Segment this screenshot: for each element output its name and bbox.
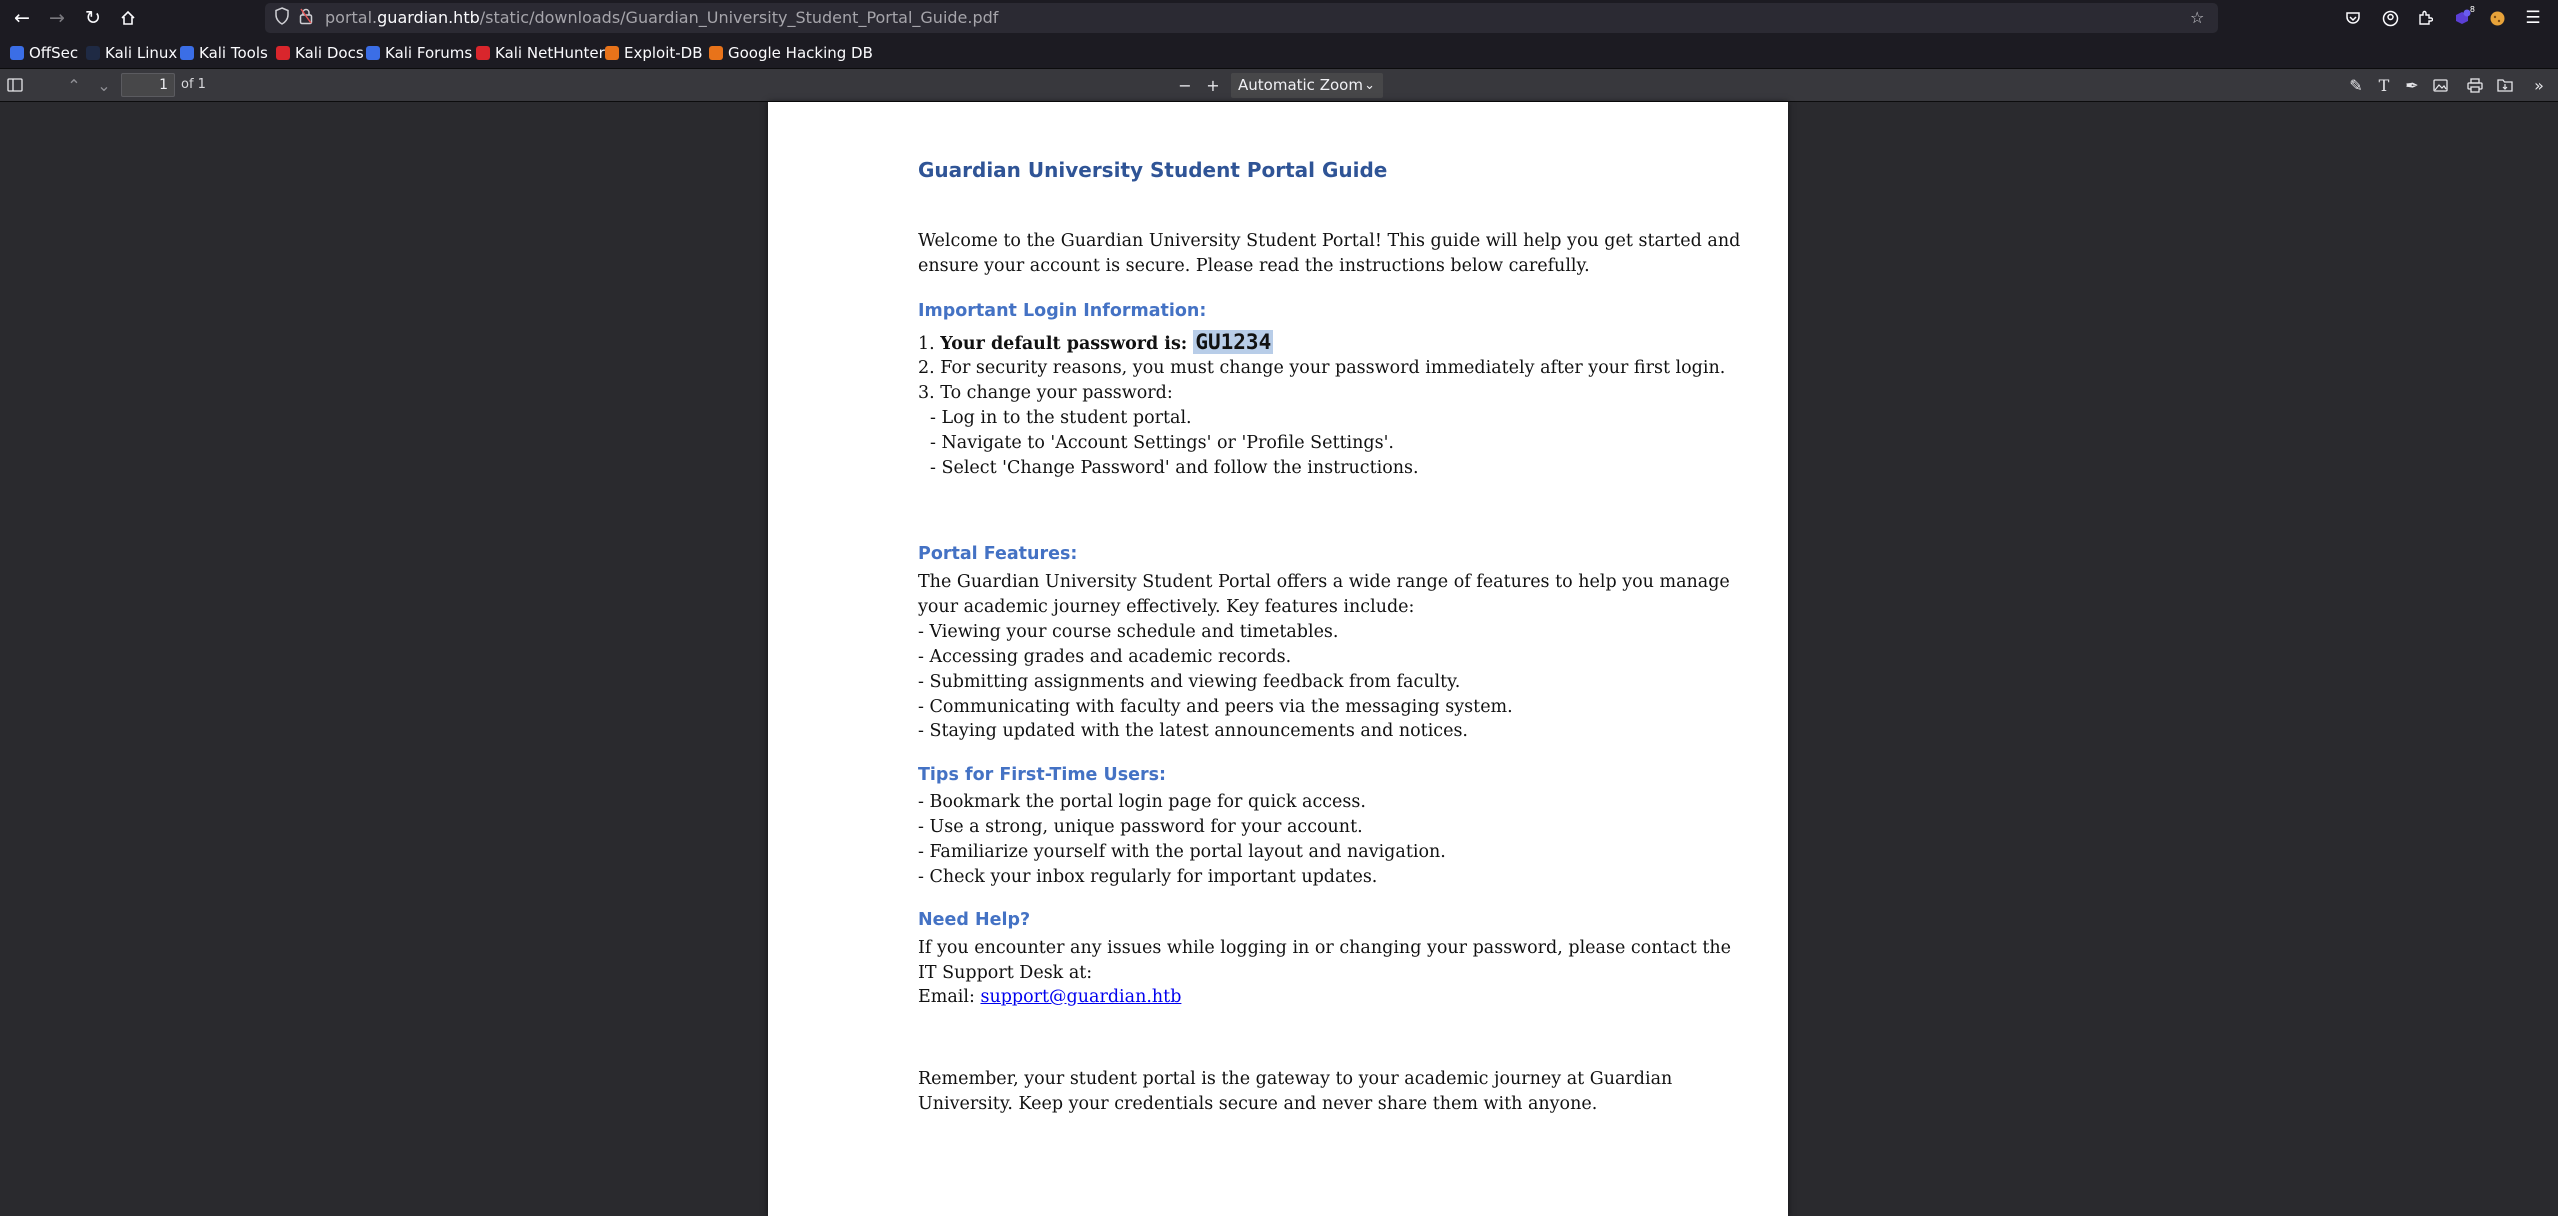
zoom-out-button[interactable] [1172, 72, 1198, 98]
default-password[interactable]: GU1234 [1195, 330, 1272, 354]
bookmark-kali-docs[interactable]: Kali Docs [276, 43, 364, 63]
pocket-icon [2345, 10, 2361, 26]
features-line: - Communicating with faculty and peers via the messaging system. [918, 697, 1513, 717]
login-item-1-label: Your default password is: [940, 334, 1194, 354]
features-line: your academic journey effectively. Key features include: [918, 597, 1415, 617]
save-icon [2497, 78, 2513, 92]
printer-icon [2467, 78, 2483, 93]
chevron-down-icon: ⌄ [1364, 78, 1375, 93]
login-heading: Important Login Information: [918, 301, 1207, 321]
closing-line: Remember, your student portal is the gateway to your academic journey at Guardian [918, 1069, 1673, 1089]
sidebar-toggle-button[interactable] [2, 72, 28, 98]
text-tool-button[interactable] [2371, 72, 2397, 98]
tips-line: - Bookmark the portal login page for quick access. [918, 792, 1366, 812]
document-title: Guardian University Student Portal Guide [918, 158, 1388, 182]
bookmark-kali-forums[interactable]: Kali Forums [366, 43, 472, 63]
nethunter-icon [476, 46, 490, 60]
sidebar-icon [7, 78, 23, 92]
extension-button-2[interactable] [2483, 4, 2511, 32]
draw-button[interactable] [2399, 72, 2425, 98]
extension-badge: 8 [2469, 5, 2475, 14]
home-button[interactable] [114, 4, 142, 32]
pdf-page [768, 102, 1788, 1216]
reload-icon: ↻ [85, 7, 101, 29]
url-text[interactable] [325, 8, 998, 27]
zoom-select[interactable] [1231, 73, 1383, 98]
bookmark-kali-nethunter[interactable]: Kali NetHunter [476, 43, 605, 63]
next-page-button[interactable] [91, 72, 117, 98]
login-item-1 [918, 330, 1273, 354]
kali-forums-icon [366, 46, 380, 60]
previous-page-button[interactable] [61, 72, 87, 98]
offsec-icon [10, 46, 24, 60]
login-subitem: - Navigate to 'Account Settings' or 'Profile Settings'. [930, 433, 1394, 453]
bookmark-star-icon[interactable]: ☆ [2190, 8, 2205, 27]
image-icon [2433, 79, 2448, 92]
puzzle-icon [2417, 10, 2433, 26]
login-item-1-number: 1. [918, 334, 941, 354]
double-chevron-right-icon: » [2534, 75, 2544, 95]
kali-tools-icon [180, 46, 194, 60]
shield-icon[interactable] [274, 7, 290, 29]
page-number-input[interactable]: 1 [121, 73, 175, 97]
cookie-icon [2489, 10, 2506, 27]
bookmark-kali-tools[interactable]: Kali Tools [180, 43, 268, 63]
email-line [918, 987, 1181, 1007]
bookmark-exploit-db[interactable]: Exploit-DB [605, 43, 703, 63]
exploit-db-icon [605, 46, 619, 60]
app-menu-button[interactable] [2519, 4, 2547, 32]
extension-button[interactable] [2448, 4, 2476, 32]
email-label: Email: [918, 987, 981, 1007]
help-line: IT Support Desk at: [918, 963, 1093, 983]
login-subitem: - Log in to the student portal. [930, 408, 1192, 428]
help-line: If you encounter any issues while logging in or changing your password, please contact the [918, 938, 1731, 958]
lock-icon[interactable] [299, 7, 313, 29]
home-icon [120, 10, 136, 26]
pdf-toolbar [0, 69, 2558, 102]
pdf-viewer[interactable] [0, 102, 2558, 1216]
bookmark-offsec[interactable]: OffSec [10, 43, 78, 63]
print-button[interactable] [2462, 72, 2488, 98]
closing-line: University. Keep your credentials secure and never share them with anyone. [918, 1094, 1598, 1114]
features-line: - Viewing your course schedule and timetables. [918, 622, 1339, 642]
text-icon: T [2378, 75, 2390, 95]
page-count-label: of 1 [181, 77, 206, 92]
help-heading: Need Help? [918, 910, 1031, 930]
hamburger-menu-icon: ☰ [2525, 8, 2541, 28]
url-bar[interactable] [265, 3, 2218, 33]
support-email-link[interactable]: support@guardian.htb [980, 987, 1182, 1007]
intro-line: Welcome to the Guardian University Student Portal! This guide will help you get started and [918, 231, 1741, 251]
login-subitem: - Select 'Change Password' and follow the instructions. [930, 458, 1419, 478]
forward-button[interactable] [43, 4, 71, 32]
minus-icon: − [1178, 75, 1192, 95]
plus-icon: + [1206, 75, 1220, 95]
features-line: - Staying updated with the latest announcements and notices. [918, 721, 1468, 741]
arrow-right-icon: → [49, 7, 65, 29]
highlight-button[interactable] [2343, 72, 2369, 98]
pocket-button[interactable] [2339, 4, 2367, 32]
url-domain-prefix: portal. [325, 8, 378, 27]
save-button[interactable] [2492, 72, 2518, 98]
bookmarks-toolbar [0, 37, 2558, 69]
highlighter-icon: ✎ [2349, 75, 2363, 95]
features-line: - Accessing grades and academic records. [918, 647, 1292, 667]
navigation-toolbar [0, 0, 2558, 37]
url-path: /static/downloads/Guardian_University_Student_Portal_Guide.pdf [479, 8, 999, 27]
features-line: - Submitting assignments and viewing feedback from faculty. [918, 672, 1461, 692]
back-button[interactable] [8, 4, 36, 32]
extension-cube-icon [2453, 9, 2471, 27]
features-heading: Portal Features: [918, 544, 1078, 564]
extensions-button[interactable] [2411, 4, 2439, 32]
bookmark-google-hacking-db[interactable]: Google Hacking DB [709, 43, 873, 63]
pen-icon: ✒ [2405, 75, 2419, 95]
tips-heading: Tips for First-Time Users: [918, 765, 1167, 785]
reload-button[interactable] [79, 4, 107, 32]
kali-dragon-icon [86, 46, 100, 60]
tools-menu-button[interactable] [2526, 72, 2552, 98]
account-button[interactable] [2376, 4, 2404, 32]
intro-line: ensure your account is secure. Please read the instructions below carefully. [918, 256, 1590, 276]
login-item: 3. To change your password: [918, 383, 1173, 403]
account-icon [2382, 10, 2399, 27]
arrow-left-icon: ← [14, 7, 30, 29]
features-line: The Guardian University Student Portal offers a wide range of features to help you manage [918, 572, 1730, 592]
zoom-value: Automatic Zoom [1238, 76, 1363, 94]
image-button[interactable] [2427, 72, 2453, 98]
ghdb-icon [709, 46, 723, 60]
tips-line: - Check your inbox regularly for important updates. [918, 867, 1378, 887]
kali-docs-icon [276, 46, 290, 60]
tips-line: - Familiarize yourself with the portal layout and navigation. [918, 842, 1446, 862]
bookmark-kali-linux[interactable]: Kali Linux [86, 43, 177, 63]
chevron-down-icon: ⌄ [97, 75, 111, 95]
zoom-in-button[interactable] [1200, 72, 1226, 98]
tips-line: - Use a strong, unique password for your account. [918, 817, 1363, 837]
chevron-up-icon: ⌃ [67, 75, 81, 95]
login-item: 2. For security reasons, you must change your password immediately after your first login. [918, 358, 1726, 378]
url-domain: guardian.htb [377, 8, 480, 27]
